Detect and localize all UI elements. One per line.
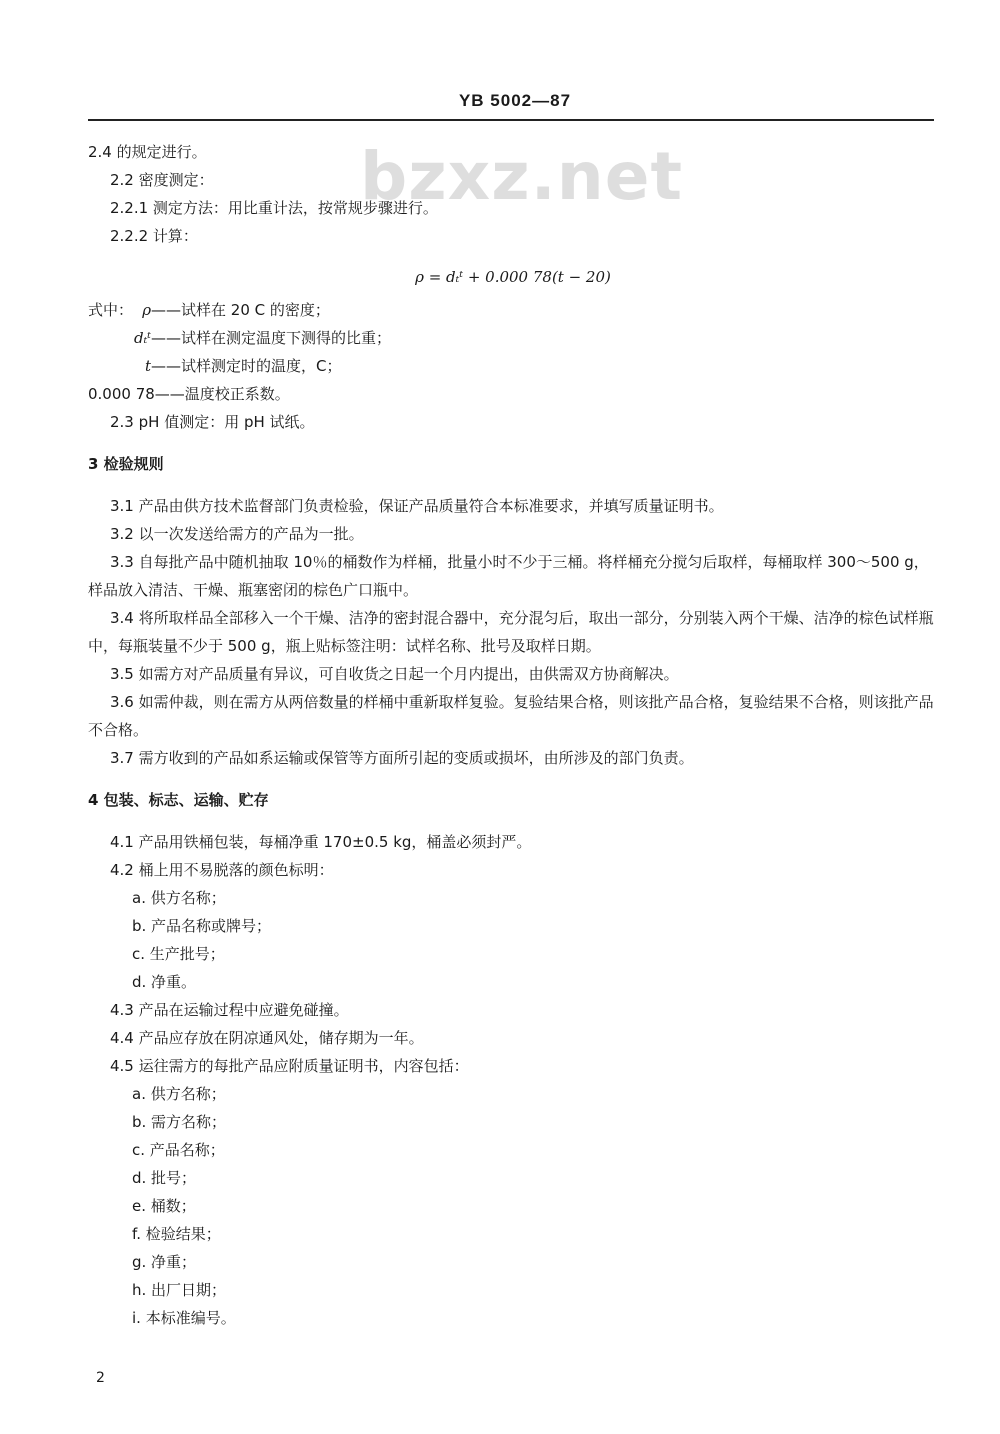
list-item: f. 检验结果； (132, 1225, 221, 1243)
clause-3-5: 3.5 如需方对产品质量有异议，可自收货之日起一个月内提出，由供需双方协商解决。 (110, 665, 679, 683)
clause-4-5: 4.5 运往需方的每批产品应附质量证明书，内容包括： (110, 1057, 469, 1075)
symbol-desc: ——试样在测定温度下测得的比重； (151, 329, 392, 347)
where-row (88, 324, 938, 352)
list-item: c. 生产批号； (132, 945, 225, 963)
list-item: c. 产品名称； (132, 1141, 225, 1159)
standard-code-header: YB 5002—87 (458, 91, 572, 110)
list-item: i. 本标准编号。 (132, 1309, 236, 1327)
symbol: ρ (142, 301, 152, 319)
body-content (88, 138, 938, 1332)
text-line: 2.2 密度测定： (110, 171, 214, 189)
list-item: a. 供方名称； (132, 889, 226, 907)
list-item: d. 批号； (132, 1169, 197, 1187)
where-row (88, 352, 938, 380)
density-formula: ρ = dₜᵗ + 0.000 78(t − 20) (415, 268, 611, 286)
symbol-desc: ——试样测定时的温度，C； (151, 357, 342, 375)
clause-3-1: 3.1 产品由供方技术监督部门负责检验，保证产品质量符合本标准要求，并填写质量证明书。 (110, 497, 724, 515)
clause-4-4: 4.4 产品应存放在阴凉通风处，储存期为一年。 (110, 1029, 424, 1047)
list-item: a. 供方名称； (132, 1085, 226, 1103)
text-line: 2.3 pH 值测定：用 pH 试纸。 (110, 413, 315, 431)
symbol: dₜᵗ (134, 329, 151, 347)
page-number: 2 (96, 1370, 105, 1386)
clause-3-6: 3.6 如需仲裁，则在需方从两倍数量的样桶中重新取样复验。复验结果合格，则该批产品合格，复验结果不合格，则该批产品不合格。 (88, 693, 934, 739)
watermark: bzxz.net (360, 138, 684, 215)
clause-4-3: 4.3 产品在运输过程中应避免碰撞。 (110, 1001, 349, 1019)
clause-3-7: 3.7 需方收到的产品如系运输或保管等方面所引起的变质或损坏，由所涉及的部门负责。 (110, 749, 694, 767)
list-item: h. 出厂日期； (132, 1281, 227, 1299)
clause-3-4: 3.4 将所取样品全部移入一个干燥、洁净的密封混合器中，充分混匀后，取出一部分，分别装入两个干燥、洁净的棕色试样瓶中，每瓶装量不少于 500 g，瓶上贴标签注明：试样名称、批号及取样日期。 (88, 609, 934, 655)
text-line: 2.2.1 测定方法：用比重计法，按常规步骤进行。 (110, 199, 438, 217)
text-line: 2.2.2 计算： (110, 227, 198, 245)
clause-3-2: 3.2 以一次发送给需方的产品为一批。 (110, 525, 364, 543)
symbol-desc: ——试样在 20 C 的密度； (151, 301, 330, 319)
text-line: 2.4 的规定进行。 (88, 143, 207, 161)
header-rule (88, 119, 934, 121)
section-title: 4 包装、标志、运输、贮存 (88, 791, 269, 809)
list-item: d. 净重。 (132, 973, 197, 991)
section-title: 3 检验规则 (88, 455, 164, 473)
where-row (88, 296, 938, 324)
list-item: b. 需方名称； (132, 1113, 227, 1131)
list-item: e. 桶数； (132, 1197, 196, 1215)
where-lead: 式中： (88, 301, 134, 319)
clause-4-2: 4.2 桶上用不易脱落的颜色标明： (110, 861, 334, 879)
list-item: g. 净重； (132, 1253, 197, 1271)
clause-4-1: 4.1 产品用铁桶包装，每桶净重 170±0.5 kg，桶盖必须封严。 (110, 833, 532, 851)
clause-3-3: 3.3 自每批产品中随机抽取 10％的桶数作为样桶，批量小时不少于三桶。将样桶充分搅匀后取样，每桶取样 300～500 g，样品放入清洁、干燥、瓶塞密闭的棕色广口瓶中。 (88, 553, 929, 599)
where-coef: 0.000 78——温度校正系数。 (88, 385, 290, 403)
symbol: t (144, 357, 151, 375)
list-item: b. 产品名称或牌号； (132, 917, 272, 935)
